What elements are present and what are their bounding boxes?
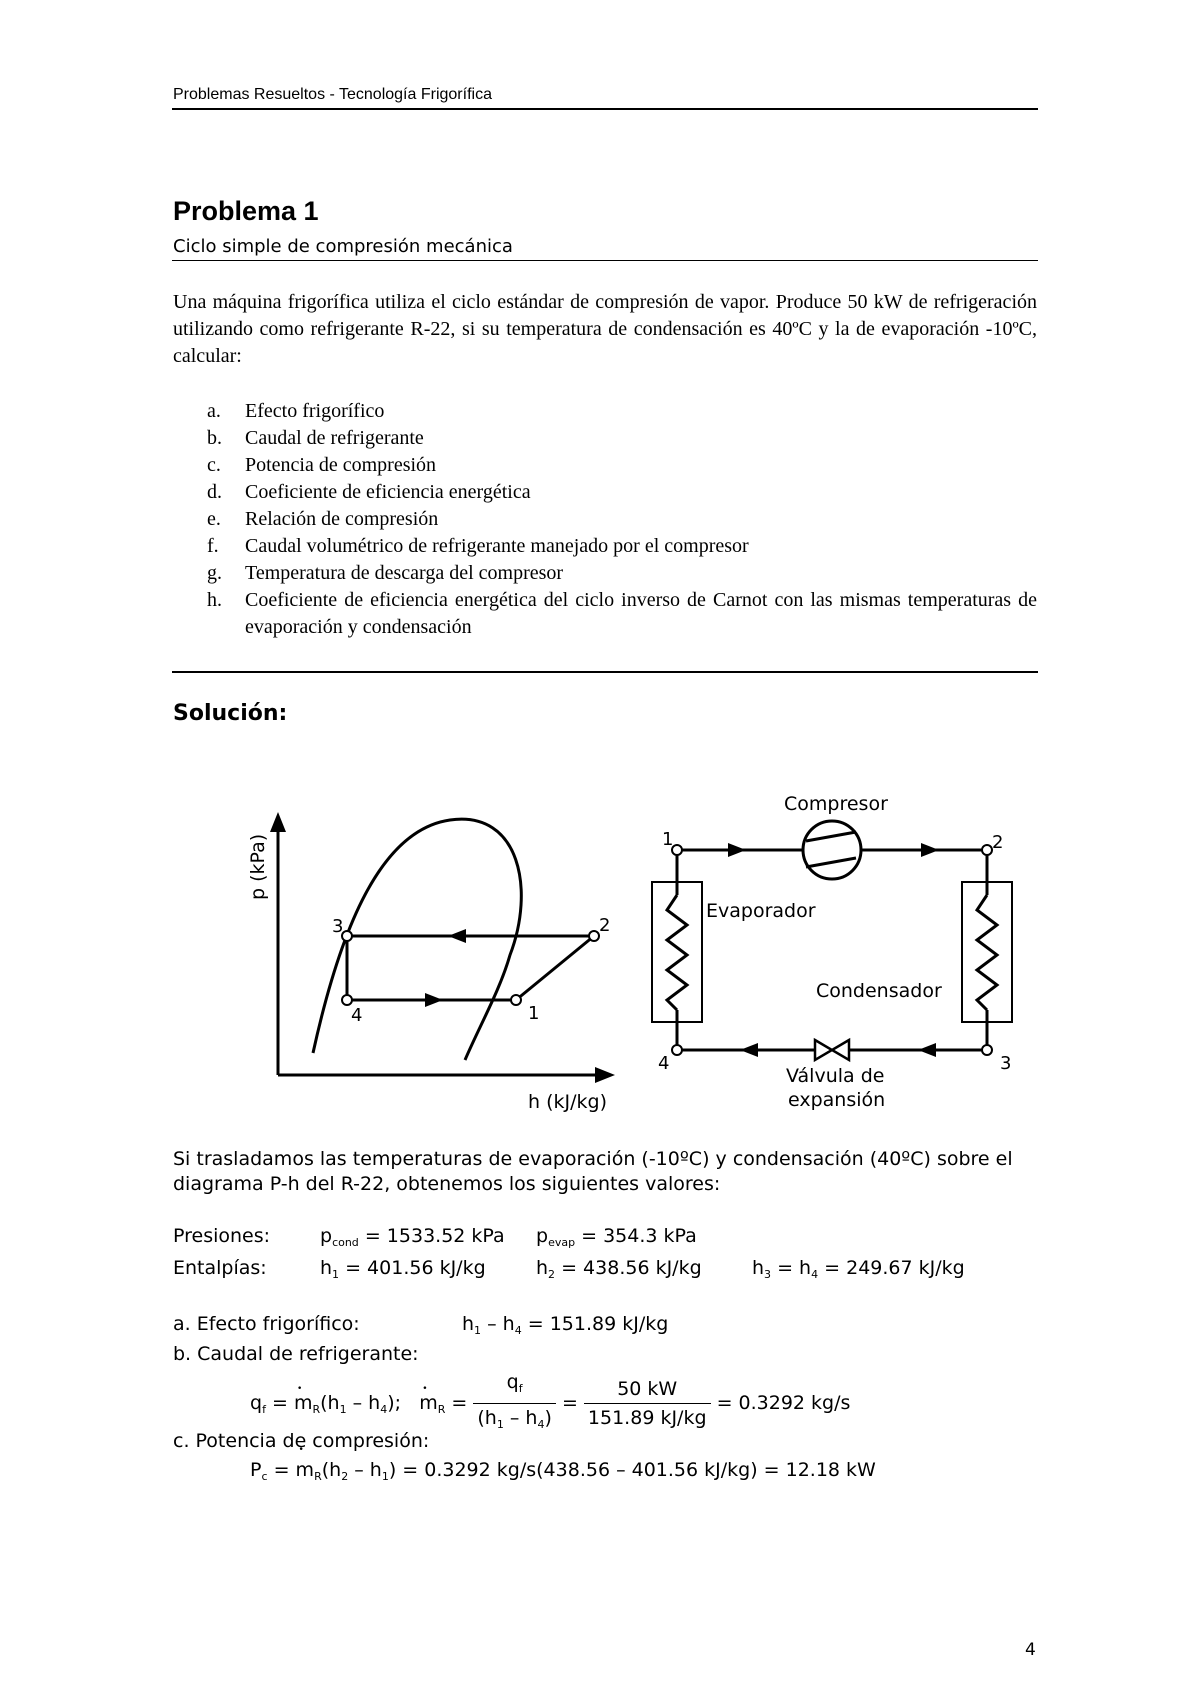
part-c-label: c. Potencia de compresión: — [173, 1430, 430, 1452]
b-eq1: = — [271, 1392, 294, 1414]
arrow-right-icon — [425, 993, 443, 1007]
c-open: (h — [321, 1459, 342, 1481]
pressures-label: Presiones: — [173, 1225, 271, 1247]
ph-diagram — [230, 810, 630, 1130]
subtitle-rule — [172, 260, 1038, 261]
part-b-equation — [250, 1368, 850, 1439]
h1-symbol: h — [320, 1257, 333, 1279]
h1-number: = 401.56 kJ/kg — [345, 1257, 486, 1279]
b-frac2-den: 151.89 kJ/kg — [587, 1407, 707, 1429]
task-text: Temperatura de descarga del compresor — [245, 562, 564, 584]
point-4 — [342, 995, 352, 1005]
b-sub1: 1 — [339, 1403, 347, 1416]
b-fraction-1 — [473, 1368, 556, 1439]
cycle-diagram — [640, 785, 1040, 1115]
c-pc: P — [250, 1459, 262, 1481]
evaporator-label: Evaporador — [706, 900, 816, 922]
h1-sub: 1 — [332, 1268, 340, 1281]
a-minus: – h — [487, 1313, 515, 1335]
h4-sub: 4 — [811, 1268, 819, 1281]
b-frac1-den-close: ) — [544, 1407, 552, 1429]
problem-statement: Una máquina frigorífica utiliza el ciclo estándar de compresión de vapor. Produce 50 kW de refrigeración utilizando como refrigerante R-22, si su temperatura de condensación es 40ºC y la de evaporación -10ºC, calcular: — [173, 291, 1037, 367]
task-text: Relación de compresión — [245, 508, 439, 530]
task-text: Coeficiente de eficiencia energética del ciclo inverso de Carnot con las mismas temperaturas de evaporación y condensación — [245, 589, 1037, 638]
node-label-4: 4 — [658, 1053, 670, 1074]
h2-sub: 2 — [548, 1268, 556, 1281]
task-item — [173, 479, 1037, 506]
node-label-1: 1 — [662, 829, 674, 850]
arrow-right-icon — [921, 843, 939, 857]
b-open: (h — [320, 1392, 340, 1414]
part-b-label: b. Caudal de refrigerante: — [173, 1343, 419, 1365]
h34-number: = 249.67 kJ/kg — [824, 1257, 965, 1279]
task-letter: h. — [207, 589, 222, 611]
valve-label-line1: Válvula de — [786, 1065, 885, 1087]
arrow-left-icon — [448, 929, 466, 943]
task-item — [173, 533, 1037, 560]
problem-subtitle: Ciclo simple de compresión mecánica — [173, 236, 513, 257]
task-text: Coeficiente de eficiencia energética — [245, 481, 531, 503]
x-axis-arrow-icon — [595, 1067, 615, 1083]
task-letter: g. — [207, 562, 222, 584]
node-label-3: 3 — [1000, 1053, 1012, 1074]
expansion-valve-icon — [815, 1040, 849, 1060]
solution-heading: Solución: — [173, 701, 288, 726]
task-item — [173, 506, 1037, 533]
p-evap-number: = 354.3 kPa — [581, 1225, 697, 1247]
task-letter: b. — [207, 427, 222, 449]
x-axis-label: h (kJ/kg) — [528, 1091, 607, 1113]
condenser-box — [962, 882, 1012, 1022]
part-c-equation — [250, 1459, 876, 1483]
task-letter: a. — [207, 400, 221, 422]
solution-intro-text: Si trasladamos las temperaturas de evaporación (-10ºC) y condensación (40ºC) sobre el diagrama P-h del R-22, obtenemos los siguientes valores: — [173, 1148, 1013, 1195]
c-mdot: • m — [296, 1459, 315, 1481]
b-frac1-num: q — [506, 1371, 519, 1393]
task-letter: f. — [207, 535, 219, 557]
b-mid: – h — [352, 1392, 381, 1414]
h3-sub: 3 — [764, 1268, 772, 1281]
arrow-left-icon — [740, 1043, 758, 1057]
compressor-label: Compresor — [784, 793, 888, 815]
node-3 — [982, 1045, 992, 1055]
b-frac2-num: 50 kW — [584, 1375, 711, 1404]
running-header: Problemas Resueltos - Tecnología Frigorífica — [173, 86, 492, 103]
task-item — [173, 560, 1037, 587]
h3-h4-value — [752, 1257, 965, 1281]
h3-eq: = h — [777, 1257, 812, 1279]
evaporator-box — [652, 882, 702, 1022]
task-text: Potencia de compresión — [245, 454, 437, 476]
b-qf-sub: f — [262, 1403, 266, 1416]
ph-point-label-3: 3 — [332, 916, 344, 937]
c-result: = 0.3292 kg/s(438.56 – 401.56 kJ/kg) = 12.18 kW — [402, 1459, 876, 1481]
b-frac1-num-sub: f — [518, 1382, 523, 1395]
part-a-result — [462, 1313, 668, 1337]
b-frac1-den-sub4: 4 — [537, 1418, 545, 1431]
task-text: Caudal de refrigerante — [245, 427, 424, 449]
b-mdot: • m — [294, 1389, 313, 1417]
arrow-right-icon — [728, 843, 746, 857]
p-cond-sub: cond — [332, 1236, 359, 1249]
task-list — [173, 398, 1037, 641]
condenser-label: Condensador — [816, 980, 942, 1002]
b-m2-sub: R — [437, 1403, 446, 1416]
a-sub1: 1 — [474, 1324, 482, 1337]
problem-title: Problema 1 — [173, 196, 319, 226]
task-text: Caudal volumétrico de refrigerante manejado por el compresor — [245, 535, 749, 557]
b-frac1-den-mid: – h — [509, 1407, 538, 1429]
p-evap-sub: evap — [548, 1236, 576, 1249]
ph-point-label-1: 1 — [528, 1003, 540, 1024]
b-eq2: = — [451, 1392, 468, 1414]
b-frac1-den-sub1: 1 — [496, 1418, 504, 1431]
a-result: = 151.89 kJ/kg — [527, 1313, 669, 1335]
b-result: = 0.3292 kg/s — [716, 1392, 851, 1414]
c-sub1: 1 — [381, 1470, 389, 1483]
point-3 — [342, 931, 352, 941]
c-pc-sub: c — [261, 1470, 268, 1483]
node-4 — [672, 1045, 682, 1055]
b-mdot2: • m — [419, 1389, 438, 1417]
page-number: 4 — [1025, 1640, 1036, 1660]
task-letter: c. — [207, 454, 221, 476]
b-m-sub: R — [312, 1403, 321, 1416]
p-cond-number: = 1533.52 kPa — [364, 1225, 505, 1247]
b-close: ); — [387, 1392, 402, 1414]
task-item — [173, 398, 1037, 425]
p-cond-value — [320, 1225, 505, 1249]
task-item — [173, 452, 1037, 479]
part-a-label: a. Efecto frigorífico: — [173, 1313, 360, 1335]
b-qf: q — [250, 1392, 263, 1414]
pressures-row — [173, 1225, 270, 1247]
b-eq3: = — [561, 1392, 578, 1414]
c-eq1: = — [273, 1459, 290, 1481]
b-fraction-2 — [584, 1375, 711, 1432]
c-m-sub: R — [314, 1470, 322, 1483]
enthalpies-label: Entalpías: — [173, 1257, 267, 1279]
section-rule — [172, 671, 1038, 673]
p-evap-value — [536, 1225, 697, 1249]
node-1 — [672, 845, 682, 855]
task-item — [173, 587, 1037, 641]
c-close: ) — [388, 1459, 397, 1481]
enthalpies-row — [173, 1257, 267, 1279]
c-sub2: 2 — [341, 1470, 349, 1483]
ph-point-label-4: 4 — [351, 1005, 363, 1026]
compressor-icon — [803, 821, 861, 879]
point-2 — [589, 931, 599, 941]
b-sub4: 4 — [380, 1403, 388, 1416]
y-axis-arrow-icon — [270, 812, 286, 832]
y-axis-label: p (kPa) — [247, 833, 269, 900]
h2-value — [536, 1257, 702, 1281]
task-item — [173, 425, 1037, 452]
ph-point-label-2: 2 — [599, 915, 611, 936]
a-h1: h — [462, 1313, 475, 1335]
valve-label-line2: expansión — [788, 1089, 886, 1111]
node-label-2: 2 — [992, 832, 1004, 853]
point-1 — [511, 995, 521, 1005]
h3-symbol: h — [752, 1257, 765, 1279]
arrow-left-icon — [918, 1043, 936, 1057]
c-mid: – h — [354, 1459, 382, 1481]
node-2 — [982, 845, 992, 855]
task-letter: e. — [207, 508, 221, 530]
header-rule — [172, 108, 1038, 110]
compression-line — [516, 936, 594, 1000]
a-sub4: 4 — [514, 1324, 522, 1337]
b-frac1-den-open: (h — [477, 1407, 497, 1429]
h1-value — [320, 1257, 486, 1281]
task-text: Efecto frigorífico — [245, 400, 385, 422]
p-cond-symbol: p — [320, 1225, 333, 1247]
p-evap-symbol: p — [536, 1225, 549, 1247]
h2-symbol: h — [536, 1257, 549, 1279]
h2-number: = 438.56 kJ/kg — [561, 1257, 702, 1279]
task-letter: d. — [207, 481, 222, 503]
